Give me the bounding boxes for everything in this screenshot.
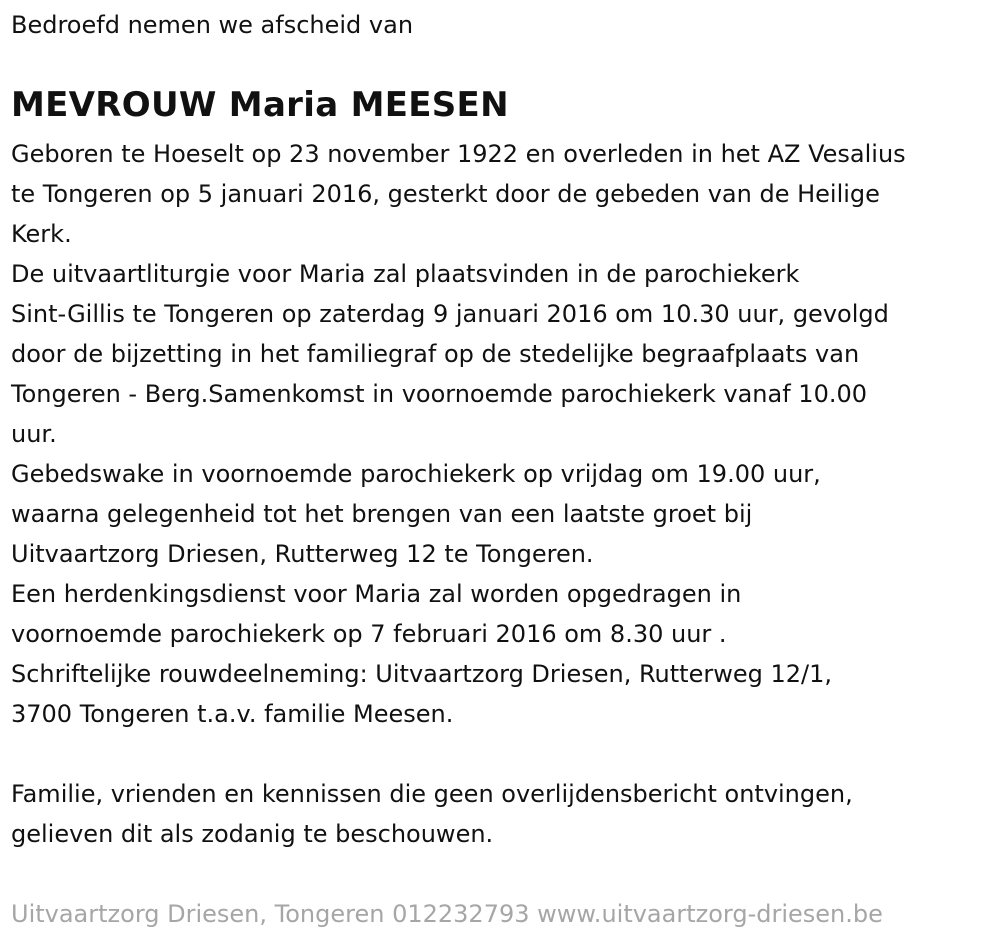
intro-text: Bedroefd nemen we afscheid van bbox=[11, 11, 414, 39]
deceased-name: MEVROUW Maria MEESEN bbox=[11, 85, 509, 125]
body-line: Tongeren - Berg.Samenkomst in voornoemde parochiekerk vanaf 10.00 bbox=[11, 380, 868, 408]
body-line: Schriftelijke rouwdeelneming: Uitvaartzorg Driesen, Rutterweg 12/1, bbox=[11, 660, 832, 688]
body-line: Geboren te Hoeselt op 23 november 1922 en overleden in het AZ Vesalius bbox=[11, 140, 906, 168]
body-line: uur. bbox=[11, 420, 57, 448]
body-line: 3700 Tongeren t.a.v. familie Meesen. bbox=[11, 700, 454, 728]
body-line: door de bijzetting in het familiegraf op de stedelijke begraafplaats van bbox=[11, 340, 860, 368]
body-line: Familie, vrienden en kennissen die geen overlijdensbericht ontvingen, bbox=[11, 780, 853, 808]
body-line: Uitvaartzorg Driesen, Rutterweg 12 te Tongeren. bbox=[11, 540, 594, 568]
body-line: Kerk. bbox=[11, 220, 72, 248]
obituary-body bbox=[11, 134, 996, 854]
body-line: gelieven dit als zodanig te beschouwen. bbox=[11, 820, 494, 848]
body-line: voornoemde parochiekerk op 7 februari 2016 om 8.30 uur . bbox=[11, 620, 727, 648]
body-line: Een herdenkingsdienst voor Maria zal worden opgedragen in bbox=[11, 580, 742, 608]
body-line: Sint-Gillis te Tongeren op zaterdag 9 januari 2016 om 10.30 uur, gevolgd bbox=[11, 300, 889, 328]
body-line: waarna gelegenheid tot het brengen van een laatste groet bij bbox=[11, 500, 753, 528]
body-line: De uitvaartliturgie voor Maria zal plaatsvinden in de parochiekerk bbox=[11, 260, 800, 288]
body-line: te Tongeren op 5 januari 2016, gesterkt door de gebeden van de Heilige bbox=[11, 180, 880, 208]
paragraph-spacer bbox=[11, 734, 996, 774]
body-line: Gebedswake in voornoemde parochiekerk op vrijdag om 19.00 uur, bbox=[11, 460, 821, 488]
funeral-home-footer: Uitvaartzorg Driesen, Tongeren 012232793 www.uitvaartzorg-driesen.be bbox=[11, 900, 883, 928]
